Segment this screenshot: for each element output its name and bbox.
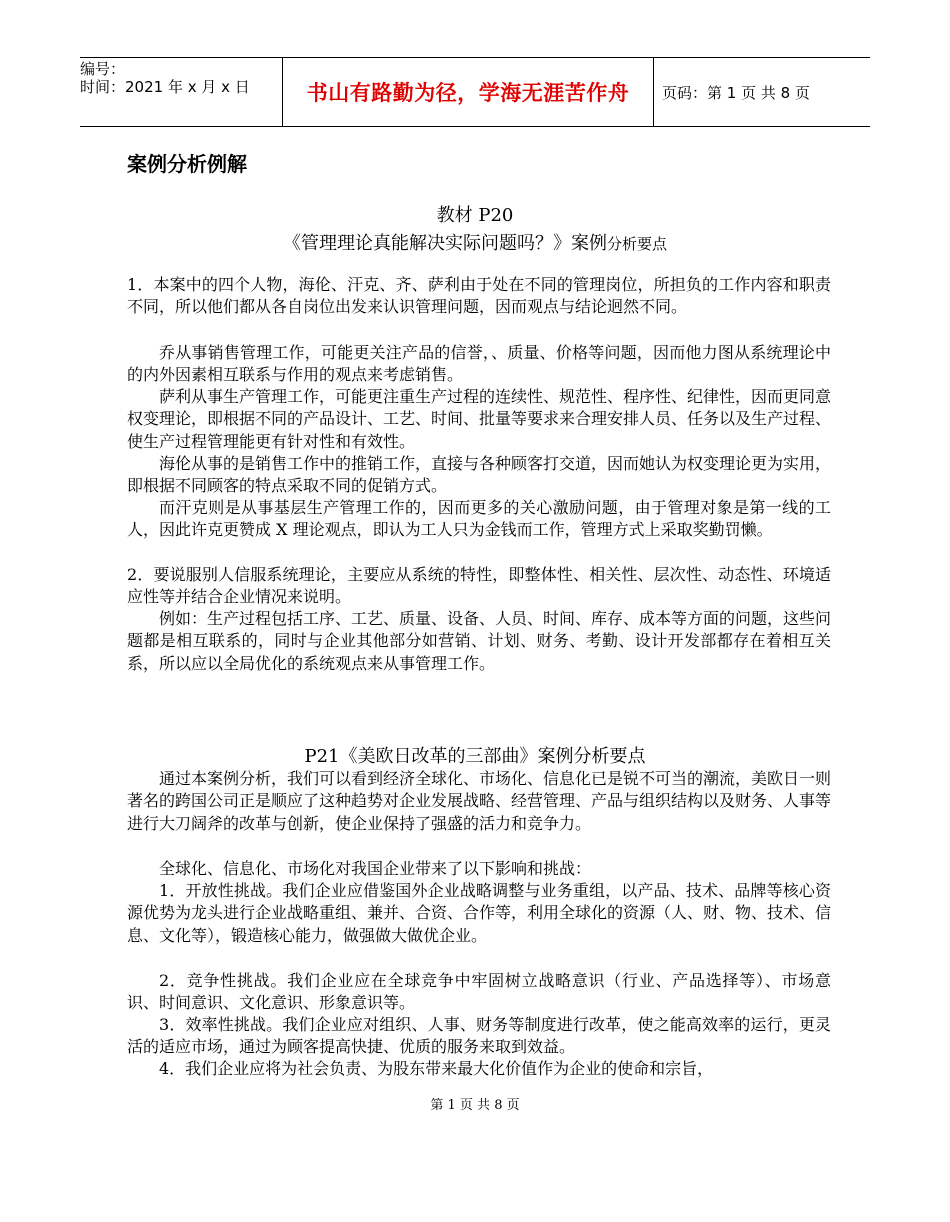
section2-heading: P21《美欧日改革的三部曲》案例分析要点 (304, 746, 646, 767)
header-page-info: 页码：第 1 页 共 8 页 (662, 83, 810, 102)
header-motto-cell (282, 58, 654, 126)
section2-paragraph: 2．竞争性挑战。我们企业应在全球竞争中牢固树立战略意识（行业、产品选择等）、市场意识、时间意识、文化意识、形象意识等。 (127, 971, 831, 1013)
page-footer: 第 1 页 共 8 页 (430, 1098, 520, 1113)
header-left-cell (80, 58, 280, 126)
section1-paragraph: 例如：生产过程包括工序、工艺、质量、设备、人员、时间、库存、成本等方面的问题，这些问题都是相互联系的，同时与企业其他部分如营销、计划、财务、考勤、设计开发部都存在着相互关系，所以应以全局优化的系统观点来从事管理工作。 (127, 609, 832, 673)
section2-paragraph: 通过本案例分析，我们可以看到经济全球化、市场化、信息化已是锐不可当的潮流，美欧日一则著名的跨国公司正是顺应了这种趋势对企业发展战略、经营管理、产品与组织结构以及财务、人事等进行大刀阔斧的改革与创新，使企业保持了强盛的活力和竞争力。 (127, 769, 832, 833)
section2-paragraph: 全球化、信息化、市场化对我国企业带来了以下影响和挑战： (159, 859, 592, 878)
section1-paragraph: 2．要说服别人信服系统理论，主要应从系统的特性，即整体性、相关性、层次性、动态性、环境适应性等并结合企业情况来说明。 (127, 565, 831, 607)
section1-paragraph: 海伦从事的是销售工作中的推销工作，直接与各种顾客打交道，因而她认为权变理论更为实用，即根据不同顾客的特点采取不同的促销方式。 (127, 454, 832, 496)
document-date: 时间：2021 年 x 月 x 日 (80, 78, 250, 96)
section1-paragraph: 而汗克则是从事基层生产管理工作的，因而更多的关心激励问题，由于管理对象是第一线的工人，因此许克更赞成 X 理论观点，即认为工人只为金钱而工作，管理方式上采取奖勤罚懒。 (127, 498, 831, 540)
page-header (80, 57, 870, 127)
section1-subheading-suffix: 分析要点 (606, 235, 667, 253)
section1-paragraph: 乔从事销售管理工作，可能更关注产品的信誉，、质量、价格等问题，因而他力图从系统理论中的内外因素相互联系与作用的观点来考虑销售。 (127, 343, 831, 385)
section2-paragraph: 3．效率性挑战。我们企业应对组织、人事、财务等制度进行改革，使之能高效率的运行，更灵活的适应市场，通过为顾客提高快捷、优质的服务来取到效益。 (127, 1015, 831, 1057)
document-title: 案例分析例解 (127, 152, 247, 176)
section2-paragraph: 4．我们企业应将为社会负责、为股东带来最大化价值作为企业的使命和宗旨， (159, 1059, 714, 1078)
section1-paragraph: 1．本案中的四个人物，海伦、汗克、齐、萨利由于处在不同的管理岗位，所担负的工作内容和职责不同，所以他们都从各自岗位出发来认识管理问题，因而观点与结论迥然不同。 (127, 275, 831, 317)
document-number-label: 编号： (80, 60, 126, 78)
section2-paragraph: 1．开放性挑战。我们企业应借鉴国外企业战略调整与业务重组，以产品、技术、品牌等核心资源优势为龙头进行企业战略重组、兼并、合资、合作等，利用全球化的资源（人、财、物、技术、信息、文化等），锻造核心能力，做强做大做优企业。 (127, 881, 832, 945)
header-motto: 书山有路勤为径，学海无涯苦作舟 (306, 81, 630, 105)
section1-paragraph: 萨利从事生产管理工作，可能更注重生产过程的连续性、规范性、程序性、纪律性，因而更同意权变理论，即根据不同的产品设计、工艺、时间、批量等要求来合理安排人员、任务以及生产过程、使生产过程管理能更有针对性和有效性。 (127, 387, 832, 451)
section1-subheading (0, 229, 950, 255)
section1-heading: 教材 P20 (436, 205, 514, 226)
section1-subheading-main: 《管理理论真能解决实际问题吗？》案例 (282, 233, 607, 254)
header-page-info-cell (662, 58, 870, 126)
